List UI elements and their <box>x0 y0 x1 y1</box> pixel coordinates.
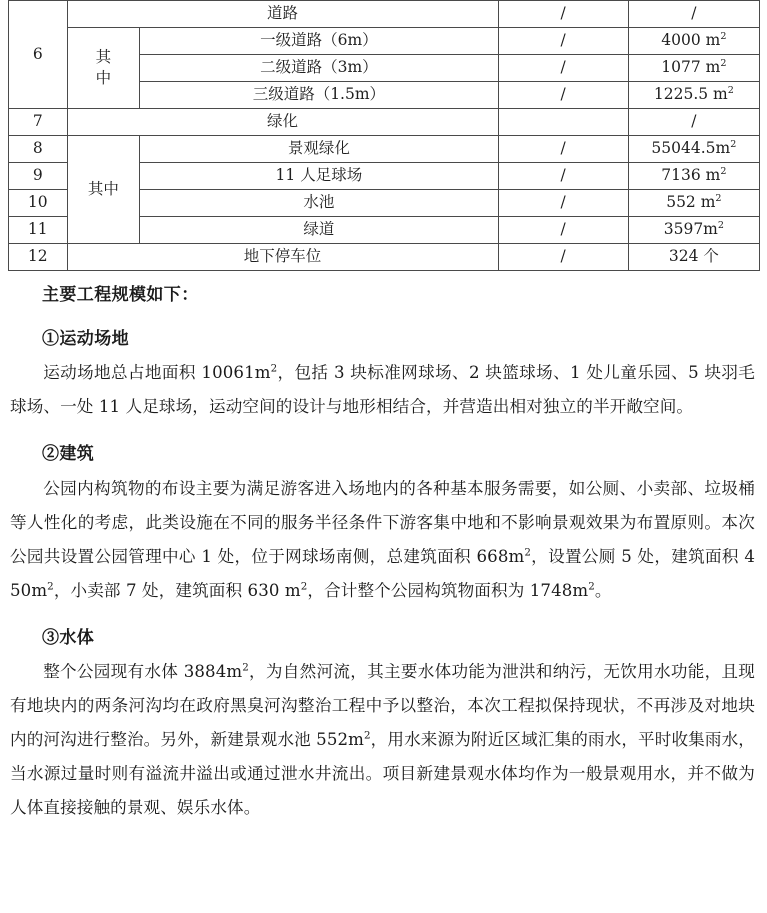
paragraph-text: 整个公园现有水体 $3884m^2$，为自然河流，其主要水体功能为泄洪和纳污，无饮用水功能，且现有地块内的两条河沟均在政府黑臭河沟整治工程中予以整治，本次工程拟保持现状，不再涉及对地块内的河沟进行整治。另外，新建景观水池 $552m^2$，用水来源为附近区域汇集的雨水，平时收集雨水，当水源过量时则有溢流井溢出或通过泄水井流出。项目新建景观水体均作为一般景观用水，并不做为人体直接接触的景观、娱乐水体。 <box>10 661 756 818</box>
value-text: 1077 m <box>661 58 721 77</box>
value-cell <box>628 82 759 109</box>
item-name-cell: 绿道 <box>140 217 498 244</box>
value-text: 3597m <box>663 220 718 239</box>
value-cell: / <box>628 1 759 28</box>
row-number-cell: 8 <box>9 136 68 163</box>
row-number-cell: 9 <box>9 163 68 190</box>
document-body <box>0 283 767 825</box>
table-row <box>9 244 760 271</box>
item-name-cell: 景观绿化 <box>140 136 498 163</box>
value-cell: 324 个 <box>628 244 759 271</box>
group-char-2: 中 <box>95 69 112 87</box>
item-name-cell: 三级道路（1.5m） <box>140 82 498 109</box>
table-row <box>9 109 760 136</box>
section-heading-buildings: ②建筑 <box>42 444 95 465</box>
section-heading-sports: ①运动场地 <box>42 328 129 349</box>
item-name-cell: 道路 <box>67 1 498 28</box>
paragraph-text: 公园内构筑物的布设主要为满足游客进入场地内的各种基本服务需要，如公厕、小卖部、垃圾桶等人性化的考虑，此类设施在不同的服务半径条件下游客集中地和不影响景观效果为布置原则。本次公园共设置公园管理中心 1 处，位于网球场南侧，总建筑面积 $668m^2$，设置公厕 5 处，建筑面积 $450m^2$，小卖部 7 处，建筑面积 630 $m^2$，合计整个公园构筑物面积为 $1748m^2$。 <box>10 478 755 600</box>
value-superscript: 2 <box>717 220 724 232</box>
unit-cell: / <box>498 136 628 163</box>
group-label-cell-vertical <box>67 28 140 109</box>
value-cell <box>628 163 759 190</box>
value-superscript: 2 <box>727 85 734 97</box>
value-cell <box>628 190 759 217</box>
item-name-cell: 水池 <box>140 190 498 217</box>
lead-heading: 主要工程规模如下： <box>42 285 199 305</box>
value-text: 55044.5m <box>651 139 731 158</box>
value-superscript: 2 <box>720 31 727 43</box>
item-name-cell: 一级道路（6m） <box>140 28 498 55</box>
value-text: 552 m <box>666 193 716 212</box>
item-name-cell: 地下停车位 <box>67 244 498 271</box>
unit-cell <box>498 109 628 136</box>
table-body <box>9 1 760 271</box>
value-text: 4000 m <box>661 31 721 50</box>
paragraph-text: 运动场地总占地面积 $10061m^2$，包括 3 块标准网球场、2 块篮球场、1 处儿童乐园、5 块羽毛球场、一处 11 人足球场，运动空间的设计与地形相结合，并营造出相对独立的半开敞空间。 <box>10 362 755 417</box>
engineering-scale-table <box>8 0 760 271</box>
value-cell <box>628 136 759 163</box>
value-cell <box>628 28 759 55</box>
row-number-cell: 10 <box>9 190 68 217</box>
unit-cell: / <box>498 244 628 271</box>
value-superscript: 2 <box>715 193 722 205</box>
value-superscript: 2 <box>720 58 727 70</box>
value-superscript: 2 <box>730 139 737 151</box>
group-char-1: 其 <box>95 48 112 67</box>
unit-cell: / <box>498 55 628 82</box>
item-name-cell: 二级道路（3m） <box>140 55 498 82</box>
item-name-cell: 绿化 <box>67 109 498 136</box>
table-row <box>9 28 760 55</box>
value-superscript: 2 <box>720 166 727 178</box>
section-paragraph-sports <box>10 356 755 424</box>
value-cell: / <box>628 109 759 136</box>
unit-cell: / <box>498 28 628 55</box>
item-name-cell: 11 人足球场 <box>140 163 498 190</box>
row-number-cell: 6 <box>9 1 68 109</box>
unit-cell: / <box>498 190 628 217</box>
section-paragraph-buildings <box>10 472 755 608</box>
value-cell <box>628 217 759 244</box>
unit-cell: / <box>498 217 628 244</box>
unit-cell: / <box>498 1 628 28</box>
table-row <box>9 1 760 28</box>
section-paragraph-water <box>10 655 755 825</box>
row-number-cell: 7 <box>9 109 68 136</box>
value-text: 1225.5 m <box>653 85 728 104</box>
row-number-cell: 12 <box>9 244 68 271</box>
value-cell <box>628 55 759 82</box>
section-heading-water: ③水体 <box>42 627 95 648</box>
table-row <box>9 136 760 163</box>
unit-cell: / <box>498 82 628 109</box>
row-number-cell: 11 <box>9 217 68 244</box>
value-text: 7136 m <box>661 166 721 185</box>
group-label-cell: 其中 <box>67 136 140 244</box>
unit-cell: / <box>498 163 628 190</box>
